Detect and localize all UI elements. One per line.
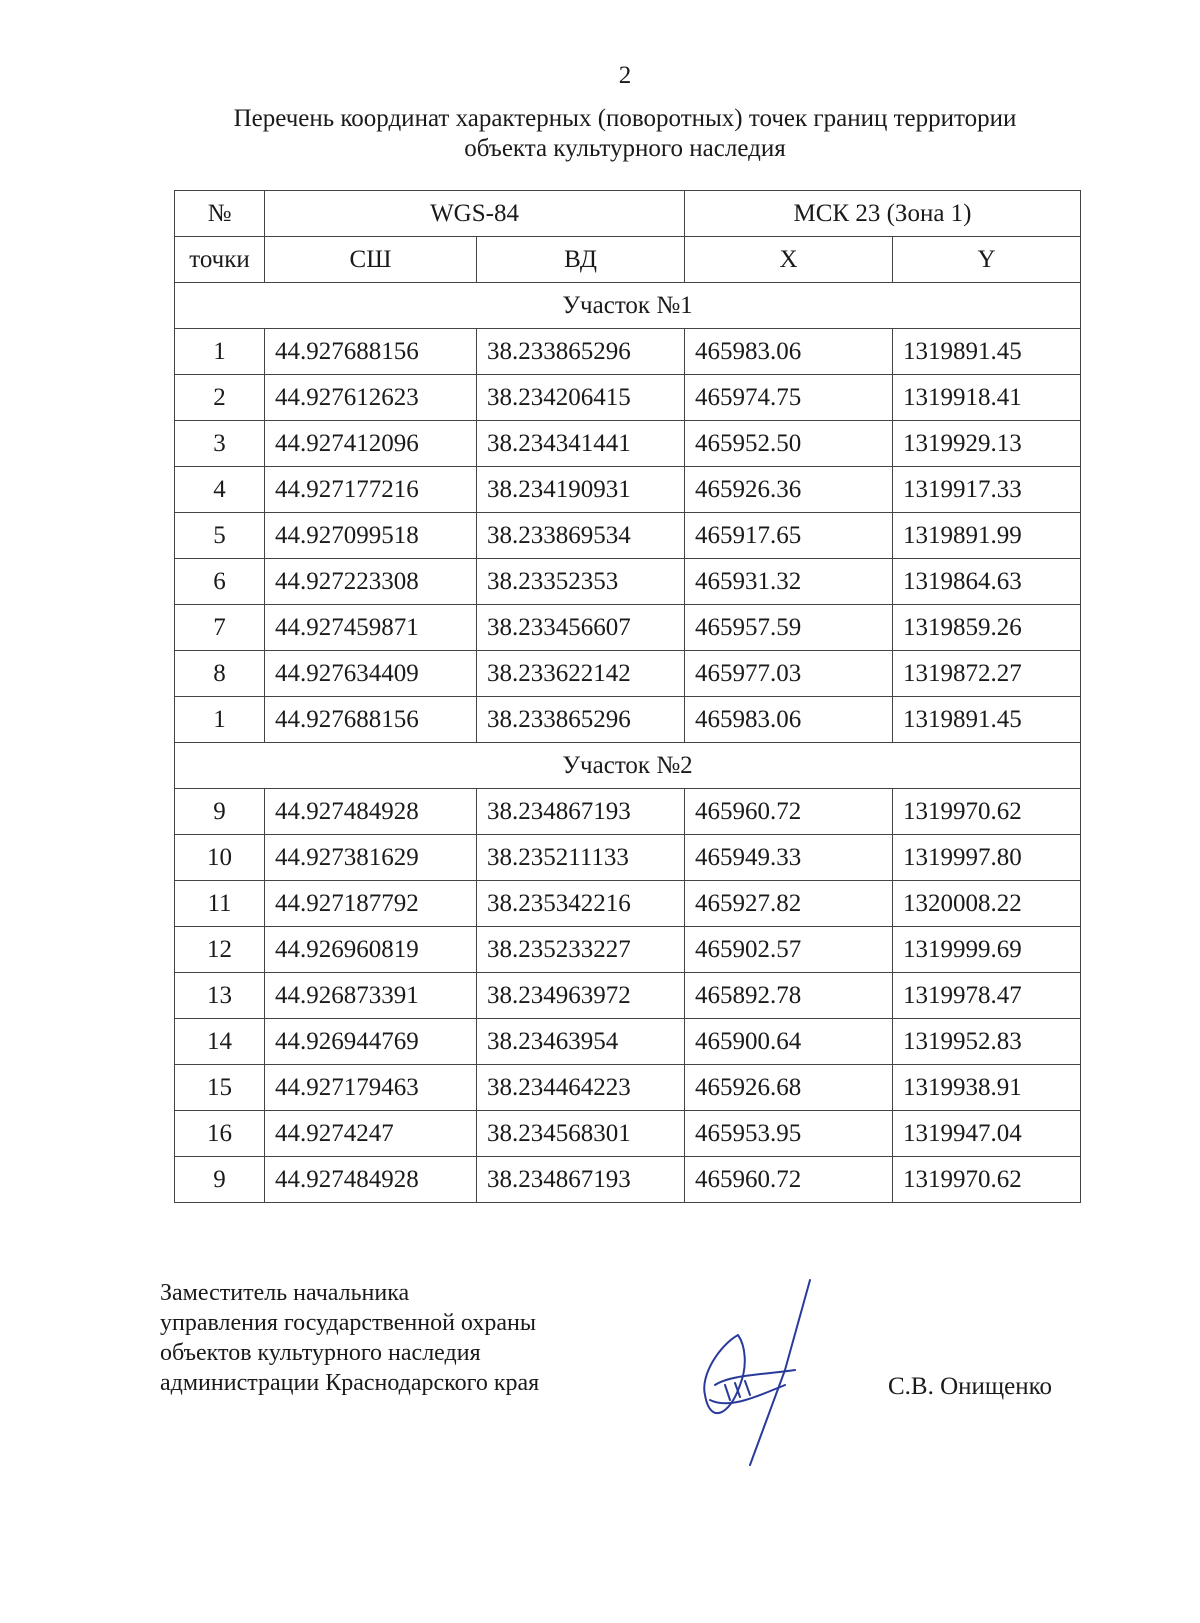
table-row (175, 789, 1081, 835)
longitude-cell: 38.233869534 (477, 513, 685, 559)
section-row (175, 743, 1081, 789)
point-number-cell: 3 (175, 421, 265, 467)
point-number-cell: 11 (175, 881, 265, 927)
longitude-cell: 38.234867193 (477, 789, 685, 835)
latitude-cell: 44.926960819 (265, 927, 477, 973)
latitude-cell: 44.927381629 (265, 835, 477, 881)
point-number-cell: 9 (175, 1157, 265, 1203)
latitude-cell: 44.927612623 (265, 375, 477, 421)
longitude-cell: 38.235342216 (477, 881, 685, 927)
latitude-cell: 44.927634409 (265, 651, 477, 697)
x-cell: 465917.65 (685, 513, 893, 559)
longitude-cell: 38.234867193 (477, 1157, 685, 1203)
point-number-cell: 8 (175, 651, 265, 697)
point-number-cell: 4 (175, 467, 265, 513)
y-cell: 1319938.91 (893, 1065, 1081, 1111)
y-cell: 1319864.63 (893, 559, 1081, 605)
y-cell: 1319947.04 (893, 1111, 1081, 1157)
table-header-row-2 (175, 237, 1081, 283)
point-number-cell: 7 (175, 605, 265, 651)
point-number-cell: 5 (175, 513, 265, 559)
table-row (175, 651, 1081, 697)
position-line-2: управления государственной охраны (160, 1310, 536, 1336)
x-cell: 465977.03 (685, 651, 893, 697)
signer-name: С.В. Онищенко (888, 1373, 1053, 1400)
point-number-cell: 2 (175, 375, 265, 421)
x-cell: 465902.57 (685, 927, 893, 973)
table-row (175, 835, 1081, 881)
latitude-cell: 44.927688156 (265, 697, 477, 743)
x-cell: 465957.59 (685, 605, 893, 651)
x-cell: 465974.75 (685, 375, 893, 421)
header-latitude: СШ (265, 237, 477, 283)
table-row (175, 605, 1081, 651)
y-cell: 1319952.83 (893, 1019, 1081, 1065)
longitude-cell: 38.233865296 (477, 329, 685, 375)
section-row (175, 283, 1081, 329)
x-cell: 465960.72 (685, 1157, 893, 1203)
x-cell: 465931.32 (685, 559, 893, 605)
longitude-cell: 38.234206415 (477, 375, 685, 421)
x-cell: 465960.72 (685, 789, 893, 835)
header-x: X (685, 237, 893, 283)
point-number-cell: 15 (175, 1065, 265, 1111)
y-cell: 1319891.45 (893, 329, 1081, 375)
x-cell: 465927.82 (685, 881, 893, 927)
table-row (175, 467, 1081, 513)
header-longitude: ВД (477, 237, 685, 283)
table-row (175, 329, 1081, 375)
header-point-label: точки (175, 237, 265, 283)
y-cell: 1319999.69 (893, 927, 1081, 973)
position-line-1: Заместитель начальника (160, 1280, 410, 1306)
latitude-cell: 44.927223308 (265, 559, 477, 605)
y-cell: 1319917.33 (893, 467, 1081, 513)
x-cell: 465952.50 (685, 421, 893, 467)
handwritten-signature (690, 1275, 830, 1475)
longitude-cell: 38.233456607 (477, 605, 685, 651)
latitude-cell: 44.927412096 (265, 421, 477, 467)
table-row (175, 881, 1081, 927)
table-row (175, 375, 1081, 421)
latitude-cell: 44.927179463 (265, 1065, 477, 1111)
header-y: Y (893, 237, 1081, 283)
title-line-2: объекта культурного наследия (464, 135, 786, 162)
y-cell: 1319970.62 (893, 789, 1081, 835)
point-number-cell: 12 (175, 927, 265, 973)
point-number-cell: 1 (175, 697, 265, 743)
x-cell: 465949.33 (685, 835, 893, 881)
latitude-cell: 44.927099518 (265, 513, 477, 559)
table-row (175, 973, 1081, 1019)
page-number: 2 (618, 62, 632, 89)
longitude-cell: 38.235211133 (477, 835, 685, 881)
longitude-cell: 38.233622142 (477, 651, 685, 697)
header-msk23: МСК 23 (Зона 1) (685, 191, 1081, 237)
table-row (175, 559, 1081, 605)
latitude-cell: 44.926944769 (265, 1019, 477, 1065)
x-cell: 465926.68 (685, 1065, 893, 1111)
table-row (175, 1019, 1081, 1065)
x-cell: 465983.06 (685, 697, 893, 743)
position-line-3: объектов культурного наследия (160, 1340, 481, 1366)
table-row (175, 1065, 1081, 1111)
y-cell: 1319997.80 (893, 835, 1081, 881)
longitude-cell: 38.233865296 (477, 697, 685, 743)
table-row (175, 421, 1081, 467)
y-cell: 1319918.41 (893, 375, 1081, 421)
y-cell: 1319978.47 (893, 973, 1081, 1019)
header-wgs84: WGS-84 (265, 191, 685, 237)
point-number-cell: 6 (175, 559, 265, 605)
latitude-cell: 44.927187792 (265, 881, 477, 927)
latitude-cell: 44.927459871 (265, 605, 477, 651)
longitude-cell: 38.23463954 (477, 1019, 685, 1065)
latitude-cell: 44.927177216 (265, 467, 477, 513)
x-cell: 465892.78 (685, 973, 893, 1019)
latitude-cell: 44.9274247 (265, 1111, 477, 1157)
coordinates-table (174, 190, 1081, 1203)
x-cell: 465900.64 (685, 1019, 893, 1065)
x-cell: 465926.36 (685, 467, 893, 513)
longitude-cell: 38.234568301 (477, 1111, 685, 1157)
point-number-cell: 13 (175, 973, 265, 1019)
longitude-cell: 38.234464223 (477, 1065, 685, 1111)
longitude-cell: 38.23352353 (477, 559, 685, 605)
latitude-cell: 44.927484928 (265, 1157, 477, 1203)
y-cell: 1319859.26 (893, 605, 1081, 651)
table-row (175, 1111, 1081, 1157)
section-title: Участок №2 (175, 743, 1081, 789)
table-header-row-1 (175, 191, 1081, 237)
point-number-cell: 10 (175, 835, 265, 881)
longitude-cell: 38.235233227 (477, 927, 685, 973)
point-number-cell: 1 (175, 329, 265, 375)
y-cell: 1319929.13 (893, 421, 1081, 467)
longitude-cell: 38.234190931 (477, 467, 685, 513)
longitude-cell: 38.234341441 (477, 421, 685, 467)
latitude-cell: 44.926873391 (265, 973, 477, 1019)
position-line-4: администрации Краснодарского края (160, 1370, 540, 1396)
y-cell: 1319970.62 (893, 1157, 1081, 1203)
coordinates-table-body (175, 191, 1081, 1203)
latitude-cell: 44.927688156 (265, 329, 477, 375)
document-title (0, 104, 1200, 164)
point-number-cell: 16 (175, 1111, 265, 1157)
point-number-cell: 9 (175, 789, 265, 835)
section-title: Участок №1 (175, 283, 1081, 329)
y-cell: 1319872.27 (893, 651, 1081, 697)
table-row (175, 513, 1081, 559)
x-cell: 465953.95 (685, 1111, 893, 1157)
point-number-cell: 14 (175, 1019, 265, 1065)
signatory-position (160, 1278, 539, 1398)
x-cell: 465983.06 (685, 329, 893, 375)
y-cell: 1319891.45 (893, 697, 1081, 743)
header-point-number: № (175, 191, 265, 237)
y-cell: 1319891.99 (893, 513, 1081, 559)
table-row (175, 1157, 1081, 1203)
longitude-cell: 38.234963972 (477, 973, 685, 1019)
y-cell: 1320008.22 (893, 881, 1081, 927)
table-row (175, 697, 1081, 743)
latitude-cell: 44.927484928 (265, 789, 477, 835)
table-row (175, 927, 1081, 973)
title-line-1: Перечень координат характерных (поворотных) точек границ территории (233, 105, 1017, 132)
